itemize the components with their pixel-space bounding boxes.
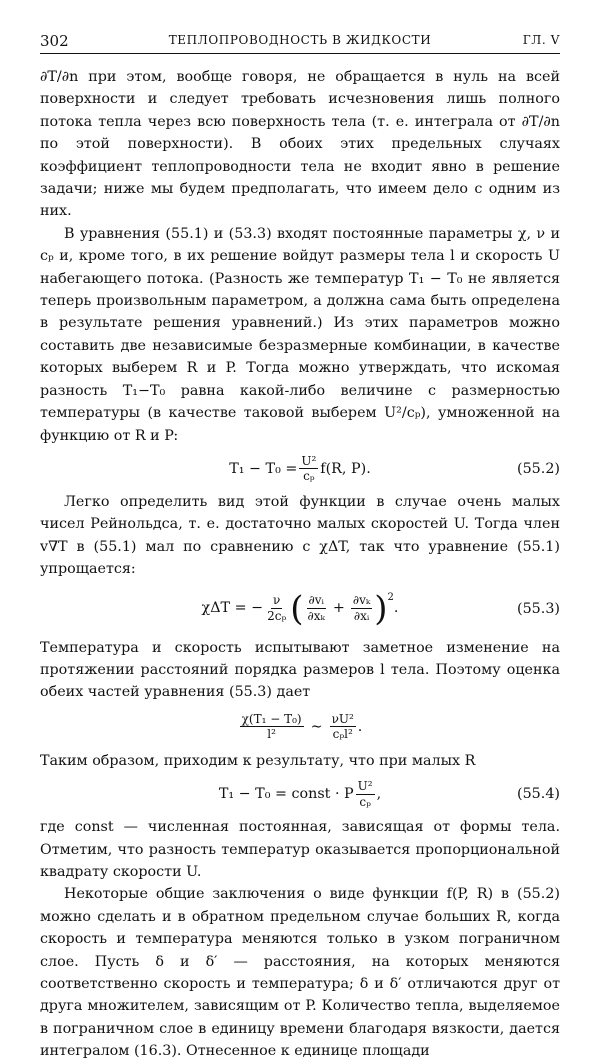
eq-lhs: χΔT = − bbox=[201, 600, 264, 617]
estimate-equation bbox=[40, 704, 560, 750]
fraction-numerator: ∂vₖ bbox=[352, 593, 371, 608]
fraction bbox=[306, 594, 327, 622]
left-paren: ( bbox=[290, 588, 304, 629]
fraction-denominator: ∂xᵢ bbox=[353, 609, 370, 624]
eq-end: . bbox=[357, 718, 363, 735]
equation-55-3 bbox=[40, 581, 560, 637]
page-number: 302 bbox=[40, 32, 69, 50]
fraction bbox=[330, 713, 356, 741]
paragraph: Таким образом, приходим к результату, что при малых R bbox=[40, 752, 476, 769]
paragraph: где const — численная постоянная, зависящая от формы тела. Отметим, что разность температур оказывается пропорциональной квадрату скорости U. bbox=[40, 819, 560, 880]
paragraph: Легко определить вид этой функции в случае очень малых чисел Рейнольдса, т. е. достаточно малых скоростей U. Тогда член v∇T в (55.1) мал по сравнению с χΔT, так что уравнение (55.1) упрощается: bbox=[40, 493, 560, 578]
fraction-numerator: χ(T₁ − T₀) bbox=[241, 711, 302, 726]
fraction-numerator: ν bbox=[273, 593, 281, 608]
equation-number: (55.4) bbox=[517, 785, 560, 802]
equation-number: (55.3) bbox=[517, 600, 560, 617]
running-title: ТЕПЛОПРОВОДНОСТЬ В ЖИДКОСТИ bbox=[168, 33, 432, 47]
fraction bbox=[240, 713, 304, 741]
fraction-denominator: cₚ bbox=[303, 469, 315, 484]
eq-rhs: f(R, P). bbox=[320, 460, 371, 477]
header-rule bbox=[40, 53, 560, 54]
body-text bbox=[40, 66, 560, 1063]
equation-number: (55.2) bbox=[517, 460, 560, 477]
fraction-numerator: νU² bbox=[331, 711, 354, 726]
paragraph: Некоторые общие заключения о виде функции f(P, R) в (55.2) можно сделать и в обратном предельном случае больших R, когда скорость и температура меняются только в узком пограничном слое. Пусть δ и δ′ — расстояния, на которых меняются соответственно скорость и температура; δ и δ′ отличаются друг от друга множителем, зависящим от P. Количество тепла, выделяемое в пограничном слое в единицу времени благодаря вязкости, дается интегралом (16.3). Отнесенное к единице площади bbox=[40, 886, 560, 1060]
fraction-denominator: cₚ bbox=[359, 794, 371, 809]
paragraph: Температура и скорость испытывают заметное изменение на протяжении расстояний порядка размеров l тела. Поэтому оценка обеих частей уравнения (55.3) дает bbox=[40, 639, 560, 701]
fraction-numerator: U² bbox=[301, 453, 317, 468]
exponent: 2 bbox=[387, 591, 394, 603]
fraction bbox=[356, 780, 375, 808]
fraction bbox=[299, 455, 318, 483]
eq-lhs: T₁ − T₀ = bbox=[229, 460, 298, 477]
fraction bbox=[265, 594, 288, 622]
chapter-label: ГЛ. V bbox=[522, 33, 560, 47]
plus-sign: + bbox=[332, 600, 345, 617]
fraction-denominator: 2cₚ bbox=[267, 609, 287, 624]
similar-sign: ∼ bbox=[310, 718, 323, 735]
paragraph: В уравнения (55.1) и (53.3) входят постоянные параметры χ, ν и cₚ и, кроме того, в их решение войдут размеры тела l и скорость U набегающего потока. (Разность же температур T₁ − T₀ не является теперь произвольным параметром, а должна сама быть определена в результате решения уравнений.) Из этих параметров можно составить две независимые безразмерные комбинации, в качестве которых выберем R и P. Тогда можно утверждать, что искомая разность T₁−T₀ равна какой-либо величине с размерностью температуры (в качестве таковой выберем U²/cₚ), умноженной на функцию от R и P: bbox=[40, 225, 560, 444]
fraction-denominator: ∂xₖ bbox=[307, 609, 325, 624]
eq-end: . bbox=[393, 600, 399, 617]
fraction bbox=[351, 594, 372, 622]
paragraph: ∂T/∂n при этом, вообще говоря, не обращается в нуль на всей поверхности и следует требовать исчезновения лишь полного потока тепла через всю поверхность тела (т. е. интеграла от ∂T/∂n по этой поверхности). В обоих этих предельных случаях коэффициент теплопроводности тела не входит явно в решение задачи; ниже мы будем предполагать, что имеем дело с одним из них. bbox=[40, 69, 560, 220]
equation-55-4 bbox=[40, 772, 560, 816]
page-header bbox=[40, 32, 560, 54]
book-page bbox=[40, 32, 560, 1063]
right-paren: ) bbox=[374, 588, 388, 629]
equation-55-2 bbox=[40, 447, 560, 491]
fraction-denominator: l² bbox=[267, 727, 276, 742]
fraction-denominator: cₚl² bbox=[332, 727, 353, 742]
fraction-numerator: ∂vᵢ bbox=[308, 593, 324, 608]
eq-lhs: T₁ − T₀ = const · P bbox=[218, 785, 354, 802]
fraction-numerator: U² bbox=[357, 779, 373, 794]
eq-end: , bbox=[376, 785, 382, 802]
